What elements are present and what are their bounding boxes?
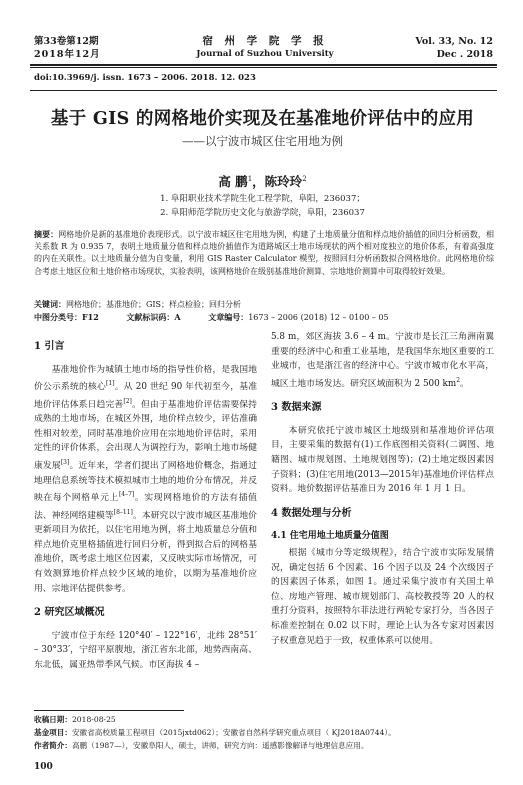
fund-text: 安徽省高校质量工程项目（2015jxtd062）；安徽省自然科学研究重点项目（ KJ2018A0744）。: [71, 728, 396, 737]
author-2: 陈玲玲: [264, 174, 303, 189]
footnote-fund: [34, 727, 494, 739]
journal-name-cn: 宿 州 学 院 学 报: [202, 35, 328, 47]
received-label: 收稿日期：: [34, 715, 72, 724]
article-no-label: 文章编号：: [208, 312, 249, 322]
doc-code-label: 文献标识码：: [126, 312, 175, 322]
doc-code: A: [174, 312, 181, 322]
right-column: [271, 330, 494, 648]
fund-label: 基金项目：: [34, 728, 72, 737]
paper-subtitle: ——以宁波市城区住宅用地为例: [182, 134, 343, 148]
author-2-affil: 2: [302, 174, 307, 183]
running-header-center: [150, 35, 380, 61]
footnote-rule: [34, 710, 184, 711]
land-quality-paragraph: 根据《城市分等定级规程》，结合宁波市实际发展情况，确定包括 6 个因素、16 个因子以及 24 个次级因子的因素因子体系，如图 1。通过采集宁波市有关国土单位、房地产管理、城市规划部门、高校教授等 20 人的权重打分资料，按照特尔菲法进行两轮专家打分，当各因子标准差控制在 0.02 以下时，理论上认为各专家对因素因子权重意见趋于一致，权重体系可以使用。: [271, 548, 494, 646]
data-source-paragraph: 本研究依托宁波市城区土地级别和基准地价评估项目，主要采集的数据有(1)工作底图相关资料(二调图、地籍图、城市规划图、土地规划图等)；(2)土地定级因素因子资料；(3)住宅用地(2013—2015年)基准地价评估样点资料。地价数据评估基准日为 2016 年 1 月 1 日。: [271, 425, 494, 495]
citation-4-7: [4–7]: [118, 491, 135, 499]
author-1: 高 鹏: [218, 174, 248, 189]
received-date: 2018-08-25: [71, 715, 116, 724]
footnote-author: [34, 740, 494, 752]
area-unit-superscript: 2: [456, 376, 461, 384]
volume-issue-en: Vol. 33, No. 12: [415, 36, 493, 47]
keywords-label: 关键词：: [34, 299, 66, 309]
affiliation-2: 2. 阜阳师范学院历史文化与旅游学院，阜阳，236037: [160, 208, 365, 218]
volume-issue-cn: 第33卷第12期: [34, 36, 99, 47]
citation-1: [1]: [106, 380, 115, 388]
intro-paragraph: 基准地价作为城镇土地市场的指导性价格，是我国地价公示系统的核心[1]。从 20 世纪 90 年代初至今，基准地价评估体系日趋完善[2]。但由于基准地价评估需要保持成熟的土地市场，在城区外围，地价样点较少，评估准确性相对较差，同时基准地价应用在宗地地价评估时，采用定性的评价体系，会出现人为调控行为，影响土地市场健康发展[3]。近年来，学者们提出了网格地价概念，指通过地理信息系统等技术模拟城市土地的地价分布情况，并反映在每个网格单元上[4–7]。实现网格地价的方法有插值法、神经网络建模等[8–11]。本研究以宁波市城区基准地价更新项目为依托，以住宅用地为例，将土地质量总分值和样点地价克里格插值进行回归分析，得到拟合后的网格基准地价，既考虑土地区位因素，又反映实际市场情况，可有效测算地价样点较少区域的地价，以期为基准地价应用、宗地评估提供参考。: [34, 364, 257, 594]
keywords-text: 网格地价；基准地价；GIS；样点检验；回归分析: [66, 300, 242, 309]
header-rule: [30, 64, 497, 66]
classification-line: [34, 311, 494, 324]
abstract-text: 网格地价是新的基准地价表现形式。以宁波市城区住宅用地为例，构建了土地质量分值和样点地价插值的回归分析函数，相关系数 R 为 0.935 7，表明土地质量分值和样点地价插值作为道路城区土地市场现状的两个相对度独立的地价体系，有着高强度的内在关联性。以土地质量分值为自变量，利用 GIS Raster Calculator 模型，按照回归分析函数拟合网格地价。此网格地价综合考虑土地区位和土地价格市场现状，实验表明，该网格地价在级别基准地价测算、宗地地价测算中可取得较好效果。: [34, 230, 494, 276]
section-1-heading: 1 引言: [34, 341, 65, 352]
doi-rule: [30, 90, 497, 91]
section-2-heading: 2 研究区域概况: [34, 607, 105, 619]
study-area-continued: 5.8 m，郊区海拔 3.6 – 4 m。宁波市是长江三角洲南翼重要的经济中心和重工业基地，是我国华东地区重要的工业城市，也是浙江省的经济中心。宁波市城市化水平高，城区土地市场发达。研究区域面积为 2 500 $km^2$。: [271, 332, 494, 389]
author-line: [20, 172, 505, 190]
date-en: Dec . 2018: [436, 49, 493, 60]
abstract-label: 摘要：: [34, 229, 59, 239]
citation-2: [2]: [123, 397, 132, 405]
article-no: 1673 – 2006 (2018) 12 – 0100 – 05: [248, 313, 389, 322]
citation-3: [3]: [60, 459, 70, 466]
header-rule-thin: [30, 67, 497, 68]
left-column: [34, 330, 257, 672]
study-area-paragraph: 宁波市位于东经 120°40′ – 122°16′，北纬 28°51′ – 30°33′，宁绍平原腹地，浙江省东北部，地势西南高、东北低，属亚热带季风气候。市区海拔 4 –: [34, 630, 257, 670]
citation-8-11: [8–11]: [113, 508, 133, 516]
clc-code: F12: [82, 312, 99, 322]
author-bio-label: 作者简介：: [34, 741, 72, 750]
date-cn: 2018年12月: [34, 49, 101, 60]
affiliation-1: 1. 阜阳职业技术学院生化工程学院，阜阳，236037；: [160, 194, 365, 204]
author-separator: ，: [252, 174, 265, 189]
section-4-heading: 4 数据处理与分析: [271, 507, 352, 519]
author-bio-text: 高鹏（1987—），安徽阜阳人，硕士，讲师，研究方向：遥感影像解译与地理信息应用。: [71, 741, 369, 750]
journal-name-en: Journal of Suzhou University: [196, 49, 334, 59]
keywords: [34, 298, 494, 311]
page-number: 100: [34, 762, 53, 772]
abstract: [34, 228, 494, 278]
footnote-received: [34, 714, 494, 726]
section-3-heading: 3 数据来源: [271, 402, 322, 414]
subsection-4-1-heading: 4.1 住宅用地土地质量分值图: [271, 531, 389, 542]
running-header-right: [415, 35, 493, 61]
clc-label: 中图分类号：: [34, 312, 82, 322]
paper-title: 基于 GIS 的网格地价实现及在基准地价评估中的应用: [50, 109, 475, 129]
author-1-affil: 1: [247, 174, 253, 183]
doi: doi:10.3969/j. issn. 1673 – 2006. 2018. 12. 023: [34, 73, 256, 83]
running-header-left: [34, 35, 101, 61]
